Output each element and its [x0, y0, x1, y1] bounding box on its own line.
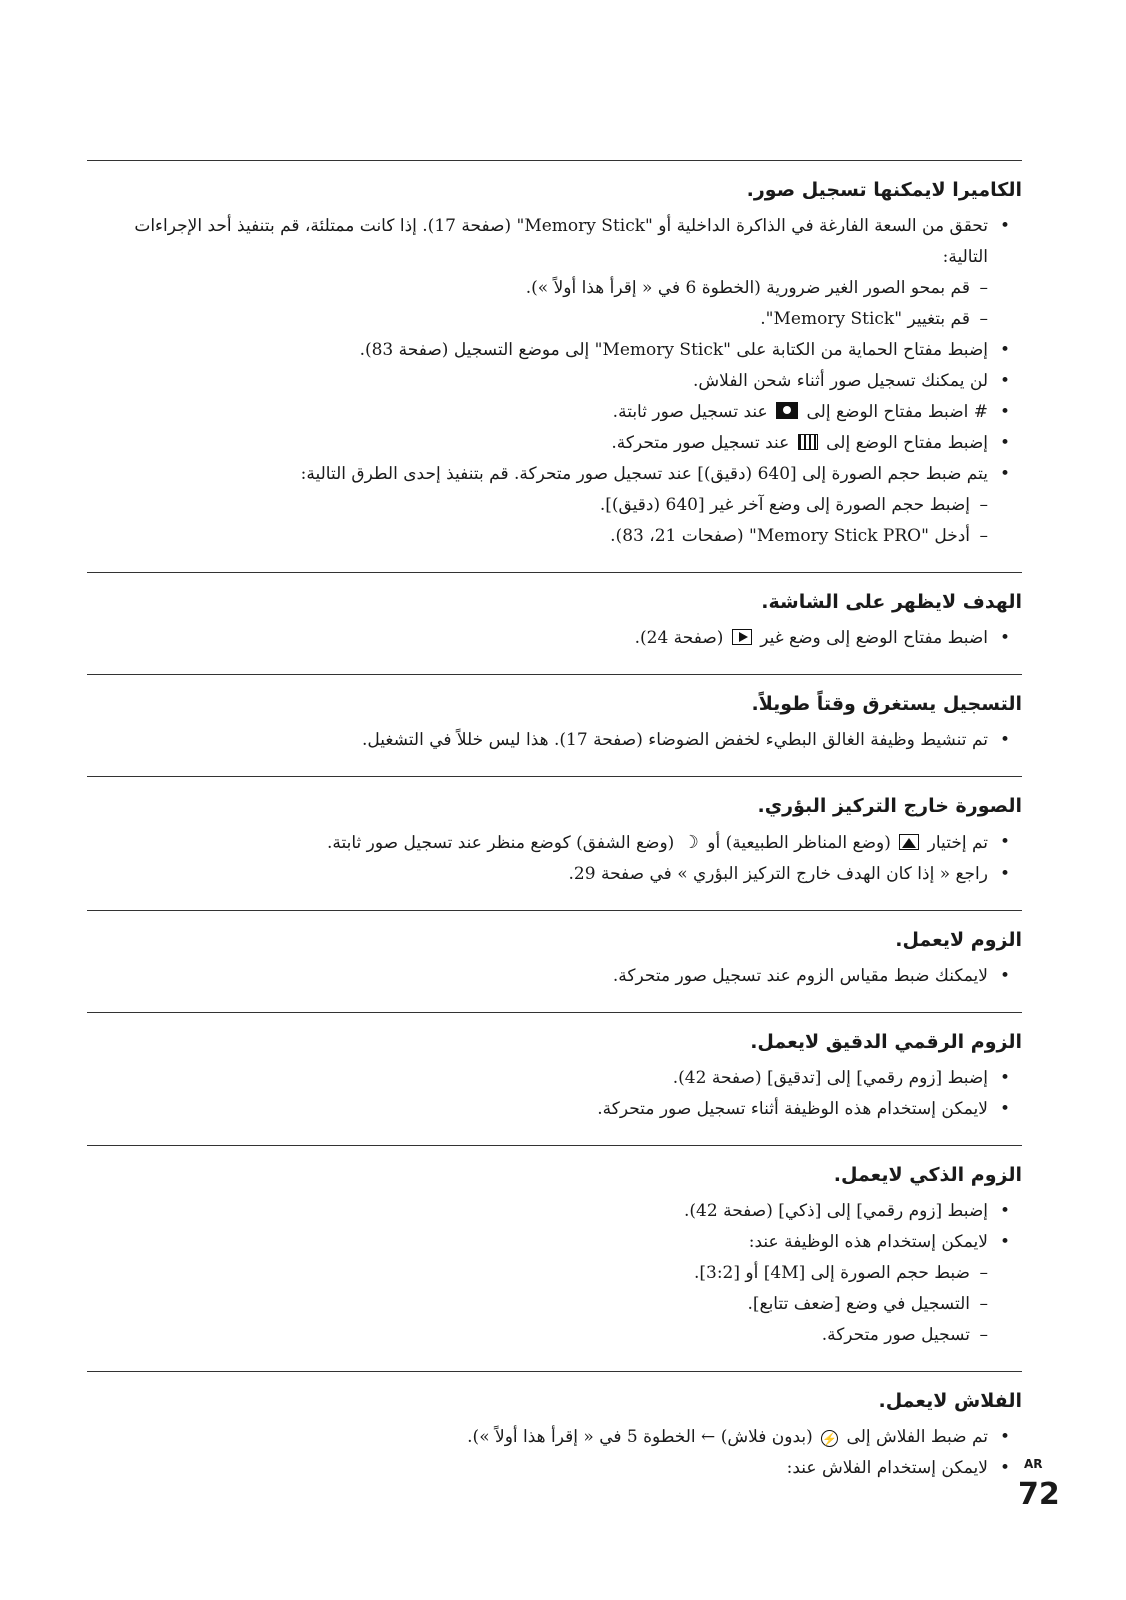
section-heading: الصورة خارج التركيز البؤري. — [757, 795, 1022, 817]
bullet-item: • لايمكن إستخدام هذه الوظيفة عند: — [87, 1227, 1022, 1258]
bullet-item: • إضبط [زوم رقمي] إلى [تدقيق] (صفحة 42). — [87, 1063, 1022, 1094]
sub-item: – أدخل "Memory Stick PRO" (صفحات 21، 83). — [87, 521, 1022, 552]
section — [87, 776, 1022, 910]
section — [87, 1145, 1022, 1371]
bullet-item: • تم إختيار (وضع المناظر الطبيعية) أو ☽ (وضع الشفق) كوضع منظر عند تسجيل صور ثابتة. — [87, 827, 1022, 859]
page-body — [87, 160, 1022, 1504]
flash-off-icon: ⚡ — [822, 1432, 838, 1446]
play-icon — [732, 629, 752, 645]
bullet-item: • # اضبط مفتاح الوضع إلى عند تسجيل صور ثابتة. — [87, 397, 1022, 428]
section-heading: الزوم الرقمي الدقيق لايعمل. — [750, 1031, 1022, 1053]
section — [87, 674, 1022, 776]
bullet-item: • لايمكن إستخدام هذه الوظيفة أثناء تسجيل صور متحركة. — [87, 1094, 1022, 1125]
continuation-text: التالية: — [942, 247, 988, 267]
sub-item: – إضبط حجم الصورة إلى وضع آخر غير [640 (دقيق)]. — [87, 490, 1022, 521]
sub-item: – قم بتغيير "Memory Stick". — [87, 304, 1022, 335]
moon-icon: ☽ — [682, 832, 699, 853]
bullet-item: • لن يمكنك تسجيل صور أثناء شحن الفلاش. — [87, 366, 1022, 397]
section — [87, 1371, 1022, 1504]
section-heading: الفلاش لايعمل. — [878, 1390, 1022, 1412]
bullet-item: • لايمكن إستخدام الفلاش عند: — [87, 1453, 1022, 1484]
bullet-item: • إضبط [زوم رقمي] إلى [ذكي] (صفحة 42). — [87, 1196, 1022, 1227]
section-heading: التسجيل يستغرق وقتاً طويلاً. — [751, 693, 1022, 715]
sub-item: – التسجيل في وضع [ضعف تتابع]. — [87, 1289, 1022, 1320]
bullet-item: • إضبط مفتاح الوضع إلى عند تسجيل صور متحركة. — [87, 428, 1022, 459]
landscape-icon — [899, 834, 919, 850]
camera-icon — [776, 402, 798, 419]
bullet-item: • يتم ضبط حجم الصورة إلى [640 (دقيق)] عند تسجيل صور متحركة. قم بتنفيذ إحدى الطرق التالية: — [87, 459, 1022, 490]
language-code: AR — [1024, 1457, 1043, 1471]
bullet-item: • اضبط مفتاح الوضع إلى وضع غير (صفحة 24). — [87, 623, 1022, 654]
movie-icon — [798, 434, 818, 450]
sub-item: – قم بمحو الصور الغير ضرورية (الخطوة 6 في « إقرأ هذا أولاً »). — [87, 273, 1022, 304]
section — [87, 910, 1022, 1012]
section-heading: الزوم الذكي لايعمل. — [833, 1164, 1022, 1186]
bullet-item: • راجع « إذا كان الهدف خارج التركيز البؤري » في صفحة 29. — [87, 859, 1022, 890]
bullet-item: • إضبط مفتاح الحماية من الكتابة على "Memory Stick" إلى موضع التسجيل (صفحة 83). — [87, 335, 1022, 366]
section — [87, 160, 1022, 572]
page-number: 72 — [1018, 1477, 1060, 1512]
section-heading: الهدف لايظهر على الشاشة. — [761, 591, 1022, 613]
sub-item: – تسجيل صور متحركة. — [87, 1320, 1022, 1351]
section — [87, 572, 1022, 674]
bullet-item: • لايمكنك ضبط مقياس الزوم عند تسجيل صور متحركة. — [87, 961, 1022, 992]
section-heading: الزوم لايعمل. — [895, 929, 1022, 951]
section-heading: الكاميرا لايمكنها تسجيل صور. — [746, 179, 1022, 201]
bullet-item: • تم تنشيط وظيفة الغالق البطيء لخفض الضوضاء (صفحة 17). هذا ليس خللاً في التشغيل. — [87, 725, 1022, 756]
sub-item: – ضبط حجم الصورة إلى [4M] أو [3:2]. — [87, 1258, 1022, 1289]
bullet-item: • تحقق من السعة الفارغة في الذاكرة الداخلية أو "Memory Stick" (صفحة 17). إذا كانت ممتلئة، قم بتنفيذ أحد الإجراءات — [87, 211, 1022, 242]
section — [87, 1012, 1022, 1145]
bullet-item: • تم ضبط الفلاش إلى ⚡ (بدون فلاش) ← الخطوة 5 في « إقرأ هذا أولاً »). — [87, 1422, 1022, 1453]
